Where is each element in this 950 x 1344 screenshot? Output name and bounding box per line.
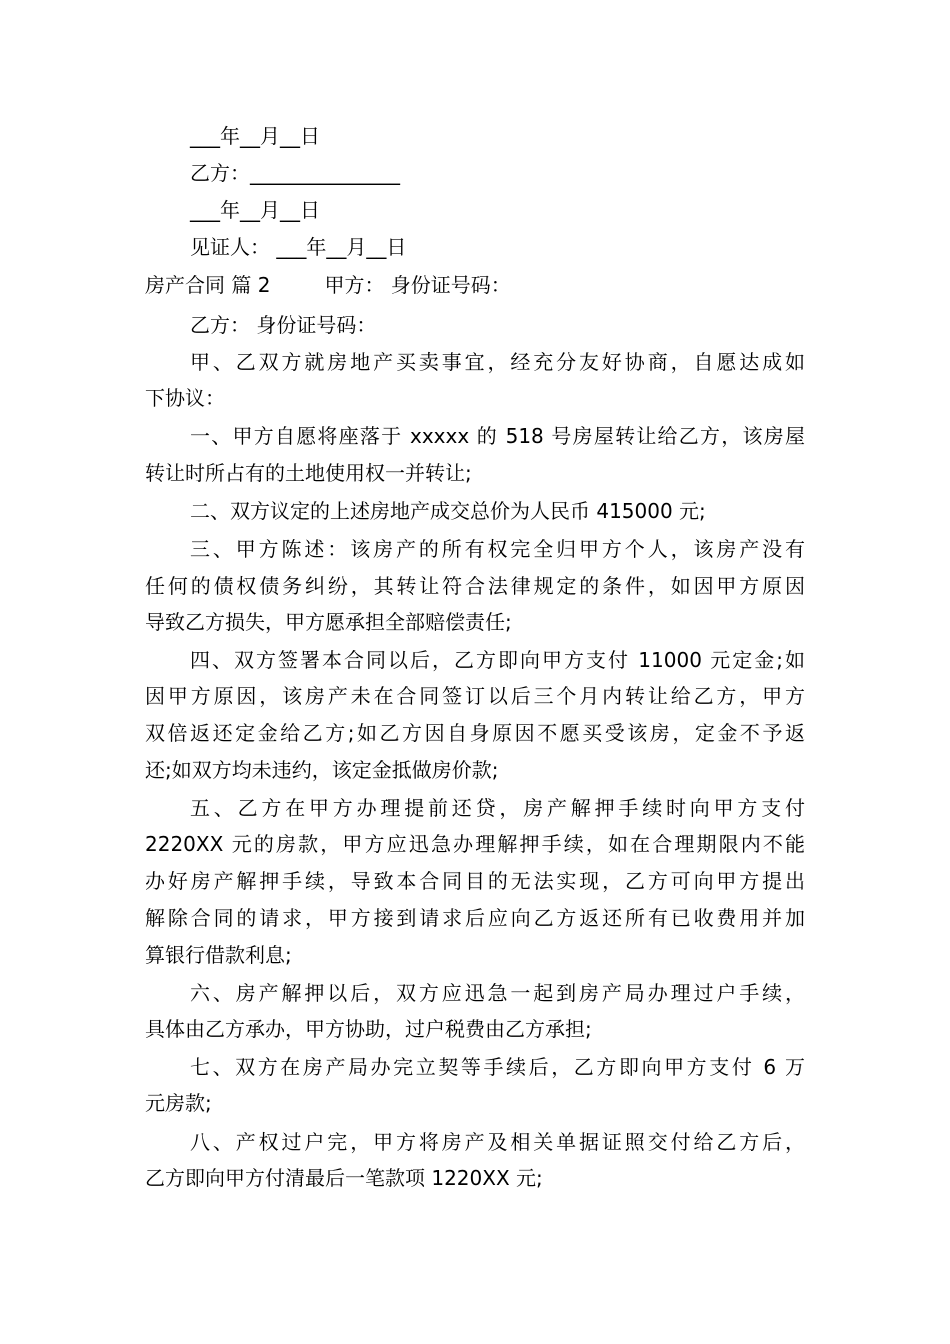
signature-date-line: ___年__月__日 <box>190 198 320 222</box>
clause-line: 双倍返还定金给乙方;如乙方因自身原因不愿买受该房，定金不予返 <box>145 721 805 745</box>
clause-line: 具体由乙方承办，甲方协助，过户税费由乙方承担; <box>145 1017 592 1041</box>
clause-line: 元房款; <box>145 1091 212 1115</box>
party-b-id-line: 乙方： 身份证号码： <box>190 313 377 337</box>
clause-line: 六、房产解押以后，双方应迅急一起到房产局办理过户手续， <box>190 981 805 1005</box>
paragraph-line: 下协议： <box>145 386 225 410</box>
section-heading-line <box>145 267 805 303</box>
clause-line: 一、甲方自愿将座落于 xxxxx 的 518 号房屋转让给乙方，该房屋 <box>190 424 805 448</box>
clause-line: 因甲方原因，该房产未在合同签订以后三个月内转让给乙方，甲方 <box>145 684 805 708</box>
clause-line: 四、双方签署本合同以后，乙方即向甲方支付 11000 元定金;如 <box>190 648 805 672</box>
clause-line: 二、双方议定的上述房地产成交总价为人民币 415000 元; <box>190 499 706 523</box>
party-b-signature-line: 乙方：_______________ <box>190 161 400 185</box>
clause-line: 算银行借款利息; <box>145 943 292 967</box>
clause-line: 任何的债权债务纠纷，其转让符合法律规定的条件，如因甲方原因 <box>145 574 805 598</box>
witness-line: 见证人： ___年__月__日 <box>190 235 407 259</box>
clause-line: 解除合同的请求，甲方接到请求后应向乙方返还所有已收费用并加 <box>145 906 805 930</box>
signature-date-line: ___年__月__日 <box>190 124 320 148</box>
section-title: 房产合同 篇 2 <box>145 273 271 297</box>
clause-line: 乙方即向甲方付清最后一笔款项 1220XX 元; <box>145 1166 543 1190</box>
party-a-id-line: 甲方： 身份证号码： <box>324 273 511 297</box>
clause-line: 五、乙方在甲方办理提前还贷，房产解押手续时向甲方支付 <box>190 796 805 820</box>
clause-line: 七、双方在房产局办完立契等手续后，乙方即向甲方支付 6 万 <box>190 1055 805 1079</box>
clause-line: 八、产权过户完，甲方将房产及相关单据证照交付给乙方后， <box>190 1130 805 1154</box>
clause-line: 2220XX 元的房款，甲方应迅急办理解押手续，如在合理期限内不能 <box>145 832 805 856</box>
clause-line: 还;如双方均未违约，该定金抵做房价款; <box>145 758 499 782</box>
clause-line: 导致乙方损失，甲方愿承担全部赔偿责任; <box>145 610 512 634</box>
clause-line: 转让时所占有的土地使用权一并转让; <box>145 461 472 485</box>
paragraph-line: 甲、乙双方就房地产买卖事宜，经充分友好协商，自愿达成如 <box>190 350 805 374</box>
clause-line: 办好房产解押手续，导致本合同目的无法实现，乙方可向甲方提出 <box>145 869 805 893</box>
clause-line: 三、甲方陈述：该房产的所有权完全归甲方个人，该房产没有 <box>190 537 805 561</box>
